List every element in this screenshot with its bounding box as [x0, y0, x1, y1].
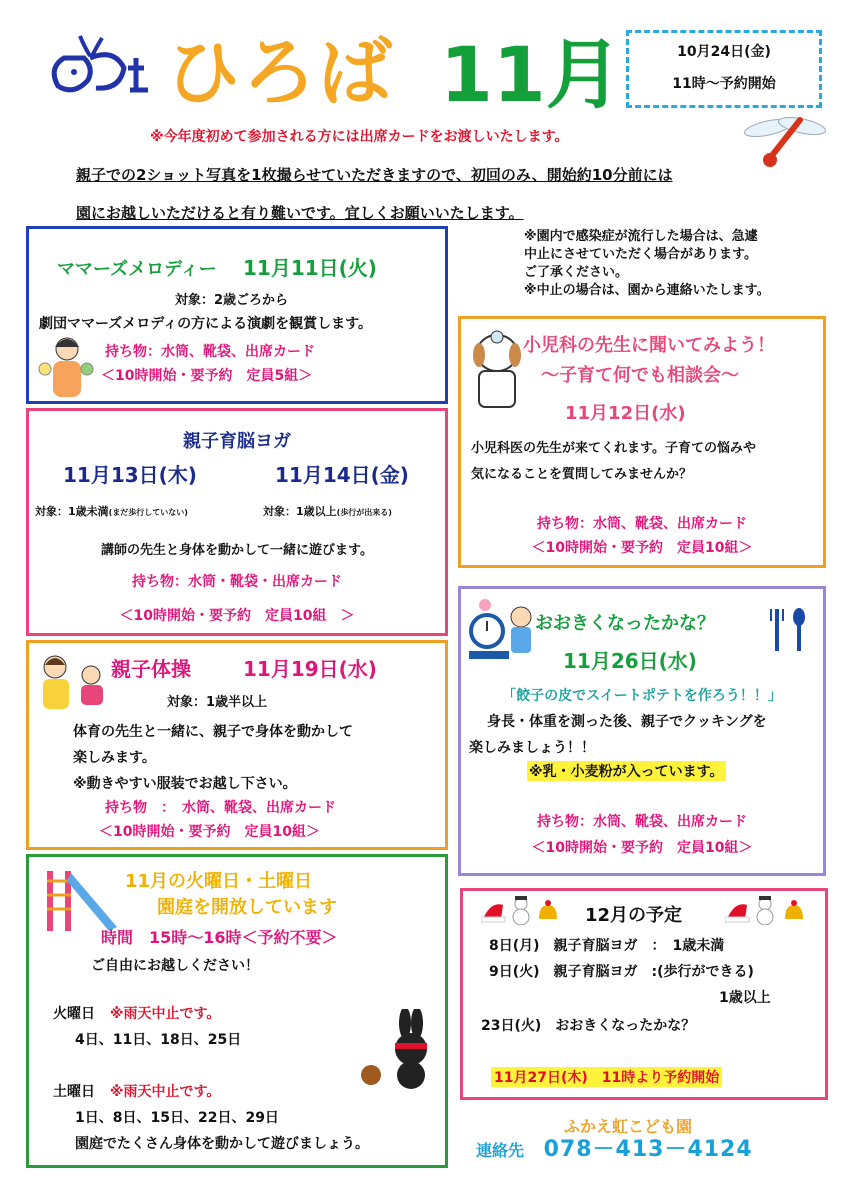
pediatric-date: 11月12日(水) [565, 403, 686, 424]
december-schedule-box [460, 888, 828, 1100]
yoga-box [26, 408, 448, 636]
pediatric-box [458, 316, 826, 568]
fork-spoon-icon [767, 605, 811, 655]
santa-hat-icon [725, 899, 751, 923]
infection-note-line: ご了承ください。 [524, 265, 629, 280]
mamazu-desc: 劇団ママーズメロディの方による演劇を観賞します。 [39, 316, 373, 332]
mamazu-title: ママーズメロディー [57, 259, 217, 280]
mamazu-date: 11月11日(火) [243, 256, 377, 280]
taiso-box [26, 640, 448, 850]
contact-label: 連絡先 [476, 1141, 525, 1160]
yoga-target2-label: 対象：1歳以上 [263, 505, 337, 518]
taiso-items: 持ち物 ： 水筒、靴袋、出席カード [105, 800, 336, 816]
pediatric-title2: ～子育て何でも相談会～ [541, 365, 739, 386]
taiso-desc3: ※動きやすい服装でお越し下さい。 [73, 776, 297, 792]
december-line1: 8日(月) 親子育脳ヨガ ： 1歳未満 [489, 938, 725, 954]
pediatric-title1: 小児科の先生に聞いてみよう！ [523, 335, 775, 356]
pediatric-items: 持ち物：水筒、靴袋、出席カード [537, 516, 747, 532]
december-title: 12月の予定 [585, 905, 683, 926]
yoga-target2 [263, 503, 392, 519]
yoga-title: 親子育脳ヨガ [183, 431, 291, 452]
infection-note-line: ※園内で感染症が流行した場合は、急遽 [524, 229, 758, 244]
photo-notice-line1: 親子での2ショット写真を1枚撮らせていただきますので、初回のみ、開始約10分前には [76, 166, 673, 184]
mamazu-items: 持ち物：水筒、靴袋、出席カード [105, 344, 315, 360]
december-line3: 23日(火) おおきくなったかな？ [481, 1018, 696, 1034]
measuring-icon [465, 595, 541, 665]
snowman-icon [509, 895, 533, 925]
bell-icon [781, 899, 807, 923]
garden-saturday [53, 1081, 220, 1101]
ookiku-title: おおきくなったかな？ [535, 613, 715, 634]
tuesday-dates: 4日、11日、18日、25日 [75, 1032, 242, 1048]
ookiku-box [458, 586, 826, 876]
garden-free: ご自由にお越しください！ [91, 958, 259, 974]
month-title: 11月 [440, 30, 622, 119]
infection-note [524, 228, 770, 300]
allergy-note: ※乳・小麦粉が入っています。 [527, 761, 726, 781]
yoga-desc: 講師の先生と身体を動かして一緒に遊びます。 [101, 543, 373, 558]
garden-open-box [26, 854, 448, 1168]
pediatric-desc1: 小児科医の先生が来てくれます。子育ての悩みや [471, 441, 756, 456]
ookiku-desc2: 楽しみましょう！！ [469, 740, 595, 756]
yoga-date1: 11月13日(木) [63, 463, 197, 487]
taiso-desc1: 体育の先生と一緒に、親子で身体を動かして [73, 724, 353, 740]
december-reservation: 11月27日(木) 11時より予約開始 [491, 1067, 722, 1087]
december-line2: 9日(火) 親子育脳ヨガ :(歩行ができる) [489, 964, 754, 980]
ookiku-theme: 「餃子の皮でスイートポテトを作ろう！！」 [502, 688, 782, 704]
taiso-desc2: 楽しみます。 [73, 750, 156, 766]
parent-child-exercise-icon [33, 647, 113, 717]
infection-note-line: ※中止の場合は、園から連絡いたします。 [524, 283, 770, 298]
doctor-dog-icon [467, 325, 529, 415]
infection-note-line: 中止にさせていただく場合があります。 [524, 247, 757, 262]
first-time-notice: ※今年度初めて参加される方には出席カードをお渡しいたします。 [150, 129, 569, 145]
ookiku-date: 11月26日(水) [563, 649, 697, 673]
garden-tuesday [53, 1003, 220, 1023]
yoga-date2: 11月14日(金) [275, 463, 409, 487]
taiso-title: 親子体操 [111, 657, 191, 681]
rabbit-icon [353, 1009, 439, 1091]
reservation-date: 10月24日(金) [677, 44, 771, 60]
yoga-target2-note: (歩行が出来る) [336, 508, 392, 517]
phone-number: 078－413－4124 [543, 1137, 753, 1162]
dragonfly-icon [740, 112, 830, 172]
garden-closing: 園庭でたくさん身体を動かして遊びましょう。 [75, 1136, 369, 1152]
snowman-icon [753, 895, 777, 925]
tuesday-rain-note: ※雨天中止です。 [109, 1006, 221, 1022]
photo-notice-line2: 園にお越しいただけると有り難いです。宜しくお願いいたします。 [76, 204, 524, 222]
pediatric-desc2: 気になることを質問してみませんか？ [471, 467, 693, 482]
saturday-dates: 1日、8日、15日、22日、29日 [75, 1110, 279, 1126]
december-line2b: 1歳以上 [719, 990, 771, 1006]
reservation-time: 11時～予約開始 [672, 76, 776, 92]
yoga-items: 持ち物：水筒・靴袋・出席カード [132, 574, 342, 590]
pediatric-start: ＜10時開始・要予約 定員10組＞ [531, 540, 753, 556]
yoga-target1-note: (まだ歩行していない) [108, 508, 188, 517]
santa-hat-icon [481, 899, 507, 923]
taiso-start: ＜10時開始・要予約 定員10組＞ [99, 824, 320, 840]
saturday-label: 土曜日 [53, 1084, 95, 1100]
contact [476, 1132, 753, 1163]
butterfly-logo-icon [44, 28, 154, 108]
hiroba-logo: ひろば [166, 30, 394, 116]
ookiku-start: ＜10時開始・要予約 定員10組＞ [531, 840, 753, 856]
tuesday-label: 火曜日 [53, 1006, 95, 1022]
yoga-target1 [35, 503, 188, 519]
bell-icon [535, 899, 561, 923]
mamazu-start: ＜10時開始・要予約 定員5組＞ [101, 368, 313, 384]
yoga-start: ＜10時開始・要予約 定員10組 ＞ [119, 608, 355, 624]
puppet-woman-icon [35, 331, 95, 401]
taiso-date: 11月19日(水) [243, 657, 377, 681]
ookiku-desc1: 身長・体重を測った後、親子でクッキングを [487, 714, 767, 730]
mamazu-melody-box [26, 226, 448, 404]
taiso-target: 対象：1歳半以上 [167, 695, 268, 710]
ookiku-items: 持ち物：水筒、靴袋、出席カード [537, 814, 747, 830]
reservation-start-box [626, 30, 822, 108]
school-name: ふかえ虹こども園 [564, 1117, 693, 1136]
garden-title2: 園庭を開放しています [157, 897, 337, 918]
yoga-target1-label: 対象：1歳未満 [35, 505, 109, 518]
garden-title1: 11月の火曜日・土曜日 [125, 871, 313, 892]
mamazu-target: 対象：2歳ごろから [175, 293, 289, 308]
garden-time: 時間 15時～16時＜予約不要＞ [101, 928, 338, 947]
saturday-rain-note: ※雨天中止です。 [109, 1084, 221, 1100]
